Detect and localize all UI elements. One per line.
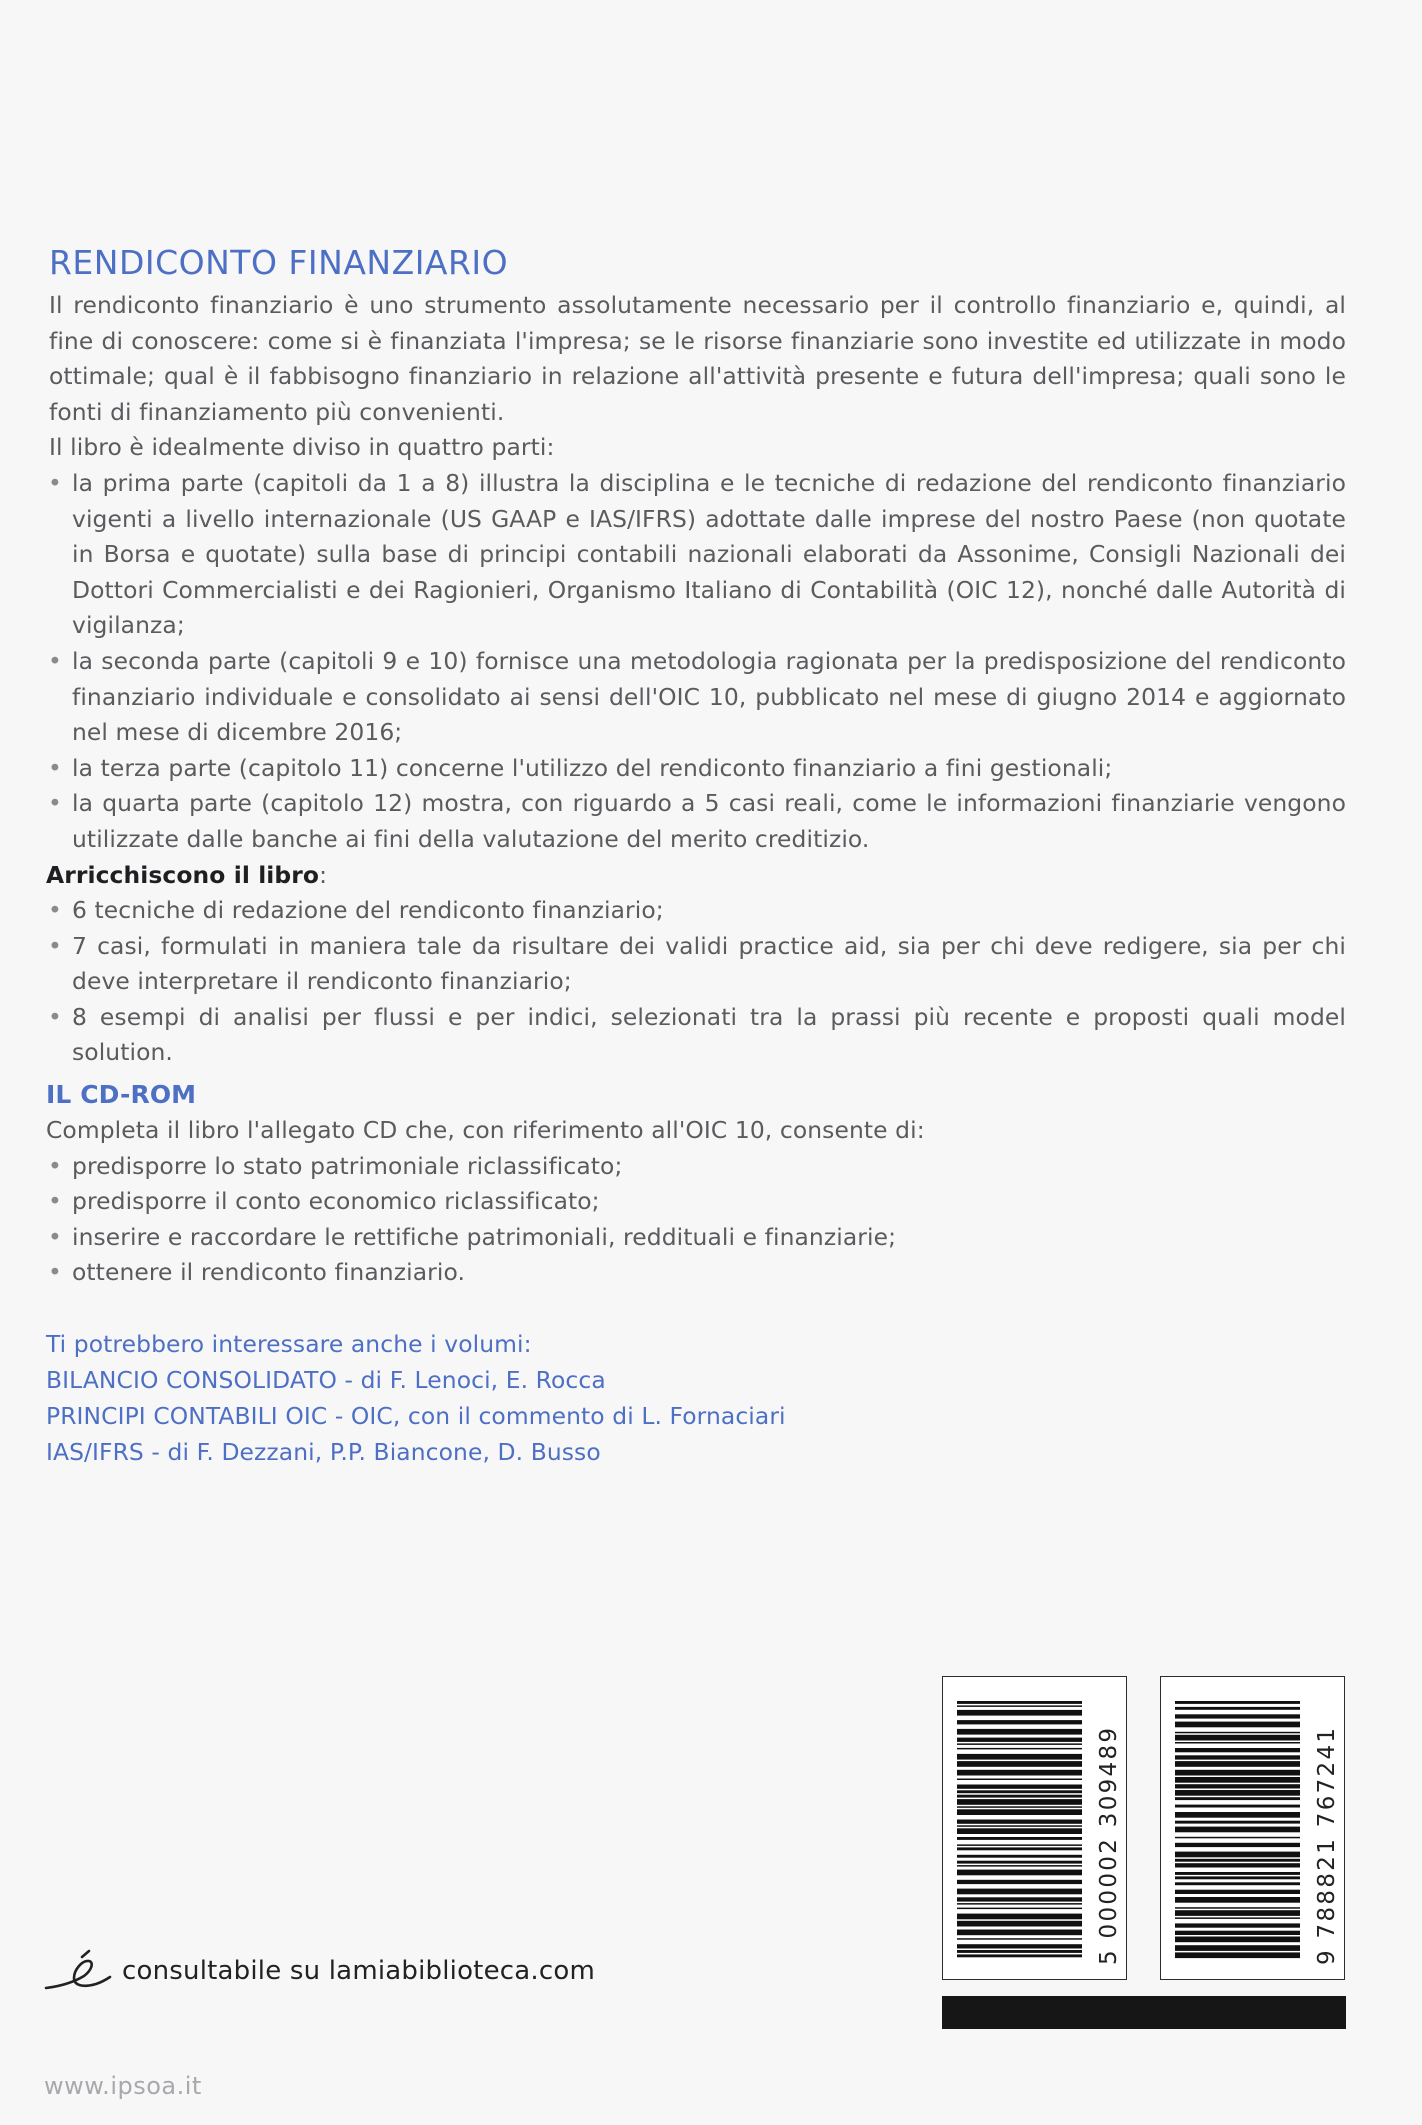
related-item: IAS/IFRS - di F. Dezzani, P.P. Biancone, D. Busso [46, 1438, 601, 1467]
barcode-bar [957, 1795, 1082, 1798]
barcode-bar [957, 1914, 1082, 1920]
barcode-bar [1175, 1910, 1300, 1916]
barcode-bar [957, 1930, 1082, 1936]
barcode-bar [1175, 1907, 1300, 1909]
barcode-bar [957, 1825, 1082, 1827]
barcode-bar [1175, 1882, 1300, 1885]
barcode-bar [957, 1889, 1082, 1895]
barcode-bar [1175, 1827, 1300, 1833]
barcode-bar [1175, 1937, 1300, 1943]
barcode-bar [957, 1855, 1082, 1858]
barcode-1 [942, 1676, 1127, 1980]
barcode-bar [1175, 1945, 1300, 1951]
barcode-bar [1175, 1701, 1300, 1704]
barcode-bar [957, 1720, 1082, 1724]
barcode-bar [957, 1785, 1082, 1789]
barcode-bar [957, 1837, 1082, 1840]
list-item: • la quarta parte (capitolo 12) mostra, con riguardo a 5 casi reali, come le informazioni finanziarie vengono utilizzate dalle banche ai fini della valutazione del merito creditizio. [48, 789, 1346, 853]
lamiabiblioteca-e-icon [44, 1948, 114, 1994]
barcode-bar [1175, 1722, 1300, 1728]
barcode-bar [1175, 1784, 1300, 1788]
list-item: • 8 esempi di analisi per flussi e per indici, selezionati tra la prassi più recente e proposti quali model solution. [48, 1002, 1346, 1067]
related-volumes [46, 1326, 1346, 1470]
barcode-bar [957, 1770, 1082, 1776]
barcode-bar [957, 1844, 1082, 1846]
barcode-bar [957, 1944, 1082, 1948]
logo-text: consultabile su lamiabiblioteca.com [122, 1956, 595, 1986]
enrich-list [46, 893, 1346, 1071]
barcode-bar [957, 1754, 1082, 1760]
barcode-bar [1175, 1714, 1300, 1718]
list-item: • la prima parte (capitoli da 1 a 8) illustra la disciplina e le tecniche di redazione del rendiconto finanziario vigenti a livello internazionale (US GAAP e IAS/IFRS) adottate dalle imprese del nostro Paese (non quotate in Borsa e quotate) sulla base di principi contabili nazionali elaborati da Assonime, Consigli Nazionali dei Dottori Commercialisti e dei Ragionieri, Organismo Italiano di Contabilità (OIC 12), nonché dalle Autorità di vigilanza; [48, 468, 1346, 640]
barcode-bar [957, 1847, 1082, 1850]
barcode-bar [1175, 1931, 1300, 1935]
barcode-bar [957, 1748, 1082, 1750]
parts-intro: Il libro è idealmente diviso in quattro parti: [49, 433, 555, 462]
barcode-bar [957, 1806, 1082, 1808]
list-item: • inserire e raccordare le rettifiche patrimoniali, reddituali e finanziarie; [48, 1222, 897, 1251]
barcode-bar [1175, 1735, 1300, 1741]
barcode-2 [1160, 1676, 1345, 1980]
barcode-bar [1175, 1748, 1300, 1752]
barcode-bar [1175, 1897, 1300, 1903]
related-item: BILANCIO CONSOLIDATO - di F. Lenoci, E. Rocca [46, 1366, 606, 1395]
list-item: • 6 tecniche di redazione del rendiconto finanziario; [48, 896, 664, 925]
barcode-bar [1175, 1863, 1300, 1867]
barcode-bar [1175, 1790, 1300, 1796]
barcode-bar [1175, 1812, 1300, 1818]
list-item: • predisporre lo stato patrimoniale riclassificato; [48, 1151, 623, 1180]
black-strip [942, 1996, 1346, 2029]
barcode-bar [957, 1790, 1082, 1793]
barcode-bar [1175, 1872, 1300, 1875]
page-title: RENDICONTO FINANZIARIO [49, 243, 509, 282]
barcode-bar [1175, 1923, 1300, 1927]
barcode-bar [1175, 1797, 1300, 1800]
barcode-bar [1175, 1805, 1300, 1808]
barcode-bar [1175, 1843, 1300, 1847]
cdrom-title: IL CD-ROM [46, 1080, 197, 1110]
barcode-bar [1175, 1876, 1300, 1879]
barcode-bar [957, 1880, 1082, 1884]
barcode-bar [1175, 1859, 1300, 1862]
barcode-bar [957, 1779, 1082, 1781]
barcode-bar [1175, 1952, 1300, 1958]
barcode-bar [957, 1705, 1082, 1707]
cdrom-intro: Completa il libro l'allegato CD che, con riferimento all'OIC 10, consente di: [46, 1116, 925, 1145]
barcode-bar [957, 1799, 1082, 1805]
related-intro: Ti potrebbero interessare anche i volumi: [46, 1330, 532, 1359]
barcode-bars-1 [957, 1699, 1082, 1959]
barcode-bar [957, 1908, 1082, 1910]
enrich-heading: Arricchiscono il libro: [46, 860, 328, 889]
lamiabiblioteca-logo [44, 1948, 595, 1994]
related-item: PRINCIPI CONTABILI OIC - OIC, con il commento di L. Fornaciari [46, 1402, 786, 1431]
intro-paragraph: Il rendiconto finanziario è uno strumento assolutamente necessario per il controllo finanziario e, quindi, al fine di conoscere: come si è finanziata l'impresa; se le risorse finanziarie sono investite ed utilizzate in modo ottimale; qual è il fabbisogno finanziario in relazione all'attività presente e futura dell'impresa; quali sono le fonti di finanziamento più convenienti. [49, 291, 1346, 426]
barcode-bar [957, 1743, 1082, 1745]
barcode-bar [957, 1954, 1082, 1957]
list-item: • ottenere il rendiconto finanziario. [48, 1258, 465, 1287]
list-item: • la terza parte (capitolo 11) concerne l'utilizzo del rendiconto finanziario a fini gestionali; [48, 753, 1113, 782]
barcode-bar [1175, 1852, 1300, 1858]
barcode-bar [957, 1729, 1082, 1735]
barcode-bar [957, 1903, 1082, 1905]
barcode-bar [1175, 1732, 1300, 1734]
list-item: • 7 casi, formulati in maniera tale da risultare dei validi practice aid, sia per chi deve redigere, sia per chi deve interpretare il rendiconto finanziario; [48, 931, 1346, 996]
barcode-bar [957, 1870, 1082, 1876]
barcode-bar [957, 1710, 1082, 1716]
barcode-bar [1175, 1755, 1300, 1759]
barcode-bar [1175, 1770, 1300, 1776]
barcode-bar [1175, 1917, 1300, 1919]
barcode-bar [957, 1820, 1082, 1824]
barcode-bar [1175, 1777, 1300, 1783]
barcode-bar [957, 1865, 1082, 1867]
barcode-bar [957, 1761, 1082, 1767]
list-item: • predisporre il conto economico riclassificato; [48, 1187, 600, 1216]
barcode-bar [957, 1938, 1082, 1940]
barcode-bar [1175, 1742, 1300, 1744]
barcode-number-2: 9 788821 767241 [1314, 1725, 1340, 1965]
barcode-bar [957, 1738, 1082, 1742]
barcode-bar [1175, 1761, 1300, 1767]
barcode-bar [957, 1861, 1082, 1864]
barcode-bar [957, 1809, 1082, 1815]
barcode-bar [1175, 1890, 1300, 1894]
barcode-bar [1175, 1837, 1300, 1839]
barcode-bars-2 [1175, 1699, 1300, 1959]
barcode-bar [957, 1897, 1082, 1901]
parts-list [46, 466, 1346, 858]
back-cover-text [46, 240, 1346, 1470]
barcode-bar [957, 1950, 1082, 1953]
barcode-number-1: 5 000002 309489 [1096, 1725, 1122, 1965]
barcode-bar [957, 1701, 1082, 1704]
website-url: www.ipsoa.it [44, 2072, 202, 2100]
list-item: • la seconda parte (capitoli 9 e 10) fornisce una metodologia ragionata per la predisposizione del rendiconto finanziario individuale e consolidato ai sensi dell'OIC 10, pubblicato nel mese di giugno 2014 e aggiornato nel mese di dicembre 2016; [48, 646, 1346, 747]
barcode-bar [1175, 1707, 1300, 1710]
barcode-bar [957, 1828, 1082, 1834]
cdrom-list [46, 1149, 1346, 1291]
barcode-bar [957, 1921, 1082, 1927]
barcode-bar [1175, 1821, 1300, 1824]
